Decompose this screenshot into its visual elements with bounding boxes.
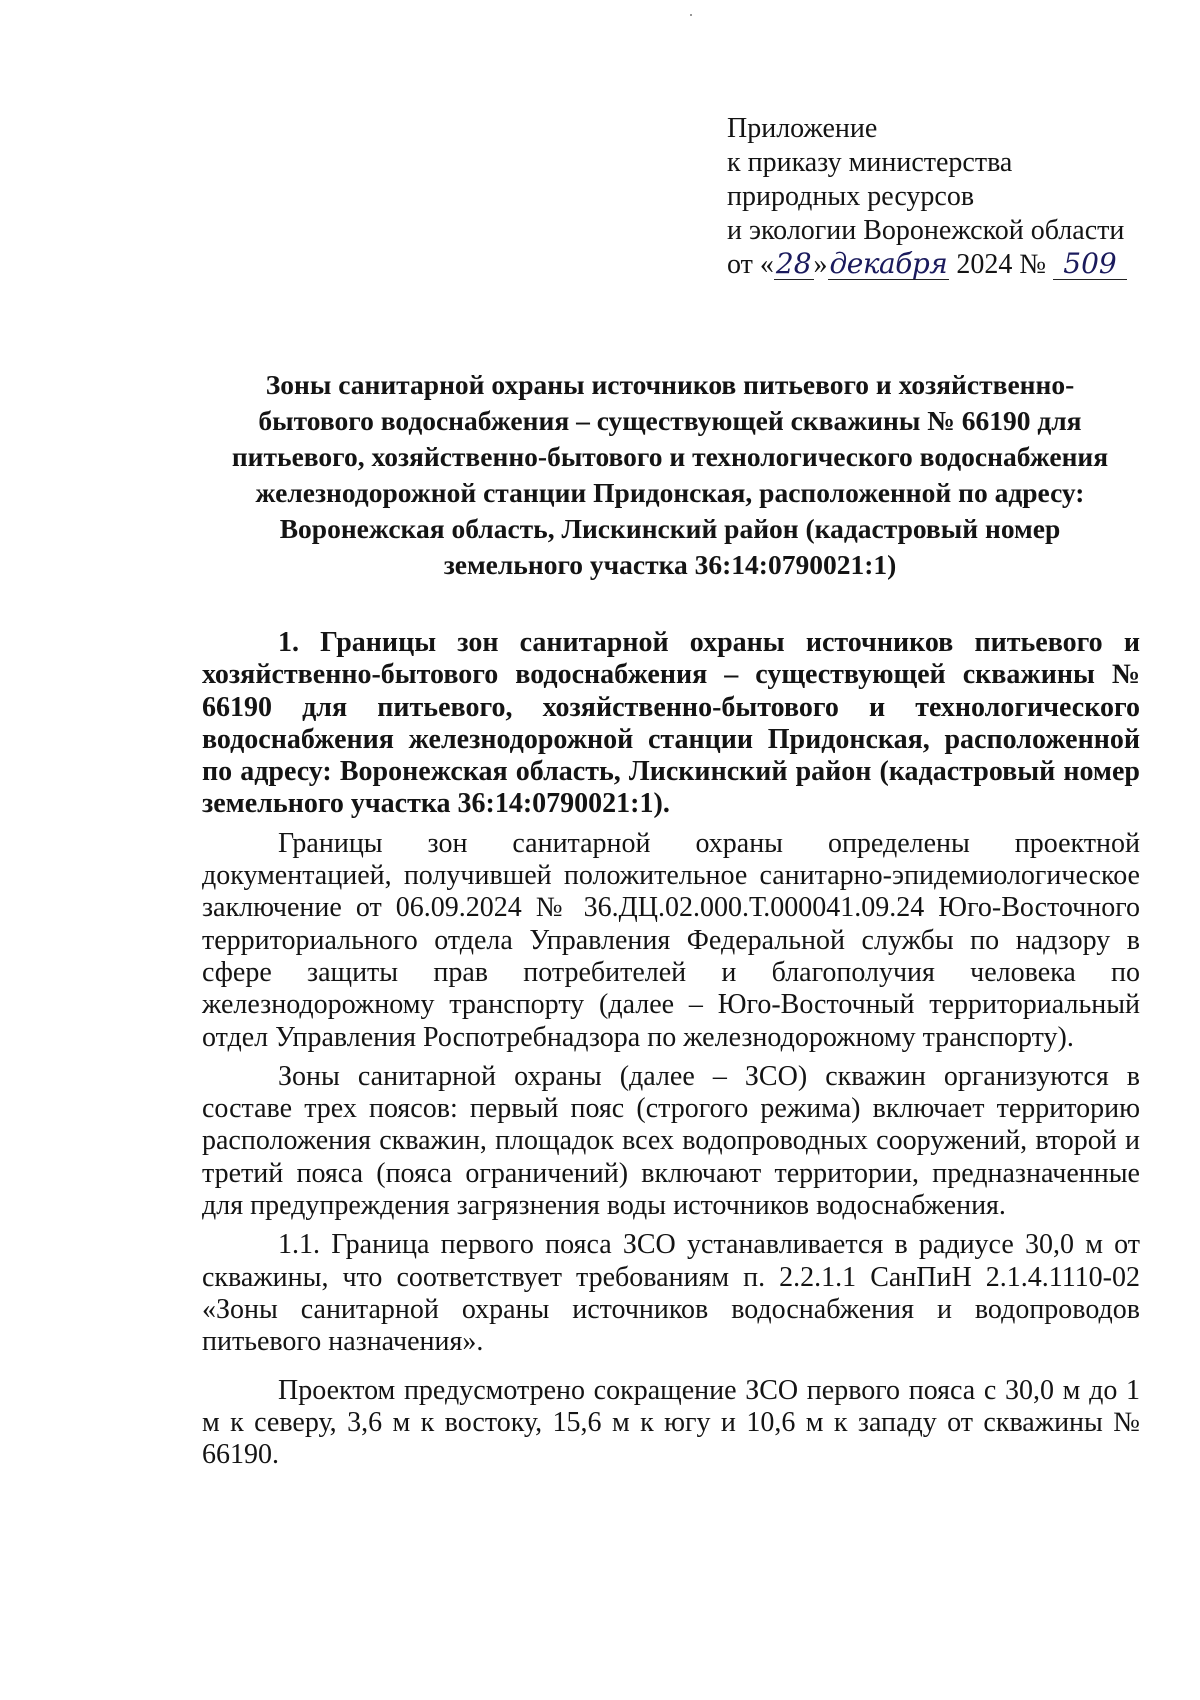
document-body [202, 627, 1140, 1471]
paragraph: Границы зон санитарной охраны определены проектной документацией, получившей положительное санитарно-эпидемиологическое заключение от 06.09.2024 № 36.ДЦ.02.000.Т.000041.09.24 Юго-Восточного территориального отдела Управления Федеральной службы по надзору в сфере защиты прав потребителей и благополучия человека по железнодорожному транспорту (далее – Юго-Восточный территориальный отдел Управления Роспотребнадзора по железнодорожному транспорту). [202, 827, 1140, 1053]
title-line: земельного участка 36:14:0790021:1) [443, 549, 897, 580]
section-heading: 1. Границы зон санитарной охраны источников питьевого и хозяйственно-бытового водоснабжения – существующей скважины № 66190 для питьевого, хозяйственно-бытового и технологического водоснабжения железнодорожной станции Придонская, расположенной по адресу: Воронежская область, Лискинский район (кадастровый номер земельного участка 36:14:0790021:1). [202, 627, 1140, 820]
appendix-header [727, 112, 1167, 282]
date-close-quote: » [813, 249, 828, 280]
paragraph: Проектом предусмотрено сокращение ЗСО первого пояса с 30,0 м до 1 м к северу, 3,6 м к востоку, 15,6 м к югу и 10,6 м к западу от скважины № 66190. [202, 1374, 1140, 1471]
paragraph: 1.1. Граница первого пояса ЗСО устанавливается в радиусе 30,0 м от скважины, что соответствует требованиям п. 2.2.1.1 СанПиН 2.1.4.1110-02 «Зоны санитарной охраны источников водоснабжения и водопроводов питьевого назначения». [202, 1229, 1140, 1358]
appendix-line: природных ресурсов [727, 181, 975, 212]
document-title [200, 367, 1140, 583]
appendix-line: к приказу министерства [727, 147, 1013, 178]
date-prefix: от « [727, 249, 774, 280]
handwritten-order-number: 509 [1053, 249, 1127, 280]
handwritten-day: 28 [775, 247, 812, 280]
title-line: бытового водоснабжения – существующей скважины № 66190 для [258, 405, 1082, 436]
scan-speck [690, 14, 692, 16]
date-year: 2024 № [956, 249, 1047, 280]
title-line: Зоны санитарной охраны источников питьевого и хозяйственно- [265, 369, 1075, 400]
appendix-line: и экологии Воронежской области [727, 215, 1125, 246]
paragraph: Зоны санитарной охраны (далее – ЗСО) скважин организуются в составе трех поясов: первый пояс (строгого режима) включает территорию расположения скважин, площадок всех водопроводных сооружений, второй и третий пояса (пояса ограничений) включают территории, предназначенные для предупреждения загрязнения воды источников водоснабжения. [202, 1060, 1140, 1222]
appendix-date-line [727, 248, 1167, 282]
title-line: железнодорожной станции Придонская, расположенной по адресу: [255, 477, 1085, 508]
appendix-line: Приложение [727, 113, 878, 144]
title-line: Воронежская область, Лискинский район (кадастровый номер [279, 513, 1061, 544]
handwritten-month: декабря [829, 247, 948, 280]
title-line: питьевого, хозяйственно-бытового и технологического водоснабжения [231, 441, 1109, 472]
